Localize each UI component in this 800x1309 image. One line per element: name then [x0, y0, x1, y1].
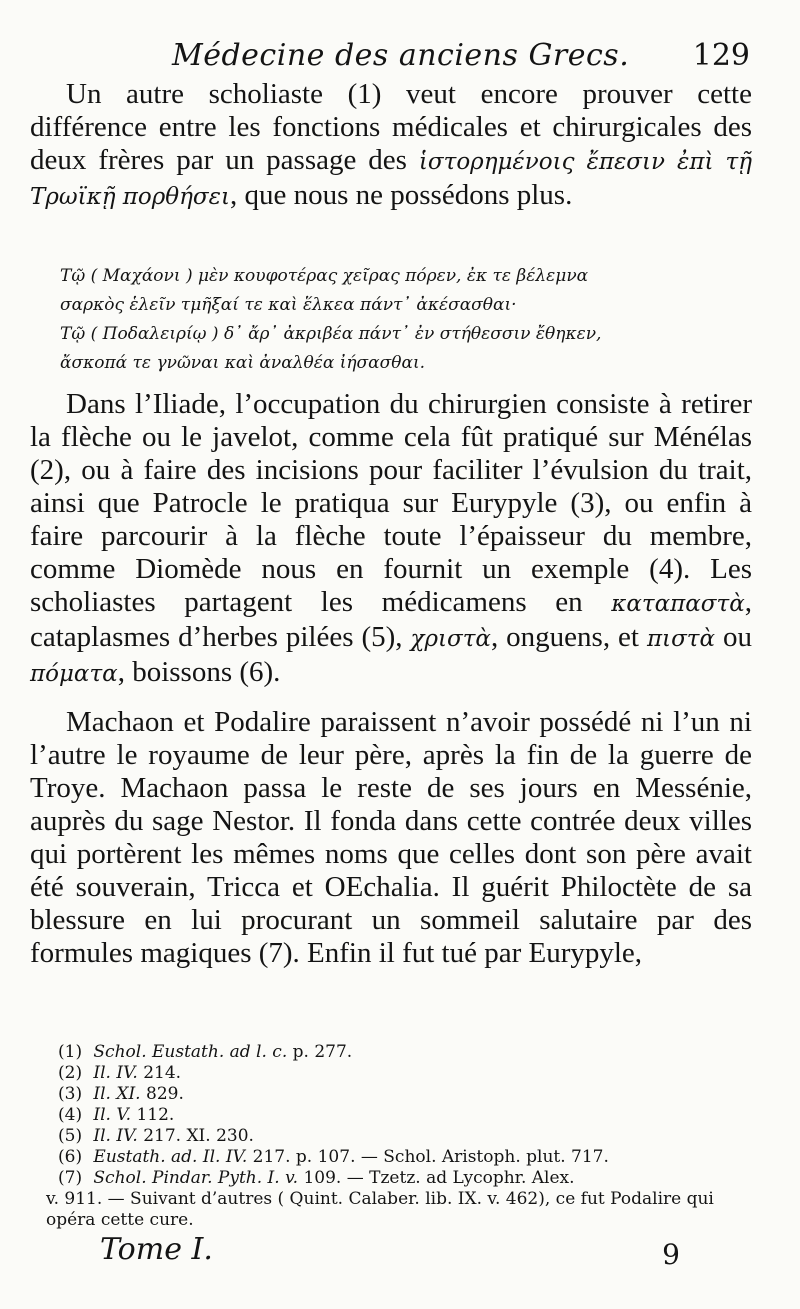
- footnote: [58, 1084, 758, 1105]
- footnote: [58, 1147, 758, 1168]
- paragraph-2-text-d: ou: [715, 621, 752, 653]
- footnote-number: (7): [58, 1168, 83, 1188]
- footnote-reference: 217. p. 107. — Schol. Aristoph. plut. 717.: [252, 1147, 609, 1167]
- footnote-reference: 109. — Tzetz. ad Lycophr. Alex.: [303, 1168, 575, 1188]
- paragraph-2-greek-3: πιστὰ: [646, 626, 716, 652]
- paragraph-2-text-a: Dans l’Iliade, l’occupation du chirurgien consiste à retirer la flèche ou le javelot, comme cela fût pratiqué sur Ménélas (2), ou à faire des incisions pour faciliter l’évulsion du trait, ainsi que Patrocle le pratiqua sur Eurypyle (3), ou enfin à faire parcourir à la flèche toute l’épaisseur du membre, comme Diomède nous en fournit un exemple (4). Les scholiastes partagent les médicamens en: [30, 388, 752, 618]
- volume-label: Tome I.: [100, 1232, 213, 1267]
- footnote-source: Schol. Pindar. Pyth. I. v.: [93, 1168, 299, 1188]
- footnote-continuation: v. 911. — Suivant d’autres ( Quint. Calaber. lib. IX. v. 462), ce fut Podalire qui opéra cette cure.: [46, 1189, 714, 1230]
- footnote-reference: 112.: [136, 1105, 175, 1125]
- greek-quotation: [60, 262, 750, 378]
- paragraph-2-text-c: , onguens, et: [490, 621, 647, 653]
- footnote-source: Schol. Eustath. ad l. c.: [93, 1042, 288, 1062]
- page-header: [0, 38, 760, 78]
- footnote: [58, 1105, 758, 1126]
- paragraph-3: [30, 706, 752, 970]
- running-title: Médecine des anciens Grecs.: [172, 38, 630, 73]
- footnote-source: Il. IV.: [93, 1063, 138, 1083]
- footnote-number: (3): [58, 1084, 83, 1104]
- page-number: 129: [692, 38, 750, 73]
- paragraph-2: [30, 388, 752, 691]
- paragraph-2-greek-1: καταπαστὰ: [611, 591, 745, 617]
- paragraph-1-text-b: , que nous ne possédons plus.: [229, 179, 573, 211]
- paragraph-3-text: Machaon et Podalire paraissent n’avoir possédé ni l’un ni l’autre le royaume de leur père, après la fin de la guerre de Troye. Machaon passa le reste de ses jours en Messénie, auprès du sage Nestor. Il fonda dans cette contrée deux villes qui portèrent les mêmes noms que celles dont son père avait été souverain, Tricca et OEchalia. Il guérit Philoctète de sa blessure en lui procurant un sommeil salutaire par des formules magiques (7). Enfin il fut tué par Eurypyle,: [30, 706, 752, 969]
- footnote: [58, 1126, 758, 1147]
- greek-quote-line-1: Τῷ ( Μαχάονι ) μὲν κουφοτέρας χεῖρας πόρεν, ἐκ τε βέλεμνα: [60, 266, 589, 286]
- footnote: [58, 1063, 758, 1084]
- footnote-source: Il. XI.: [93, 1084, 141, 1104]
- footnote-reference: 214.: [143, 1063, 182, 1083]
- signature-mark: 9: [662, 1238, 680, 1271]
- paragraph-1-greek: ἱστορημένοις ἔπεσιν ἐπὶ τῇ Τρωϊκῇ πορθήσει: [30, 149, 752, 210]
- footnote-number: (4): [58, 1105, 83, 1125]
- paragraph-2-text-b: , cataplasmes d’herbes pilées (5),: [30, 586, 752, 653]
- footnote-reference: 829.: [146, 1084, 184, 1104]
- footnotes: [46, 1042, 758, 1231]
- paragraph-2-greek-2: χριστὰ: [410, 626, 491, 652]
- footnote-number: (5): [58, 1126, 83, 1146]
- footnote: [58, 1168, 758, 1189]
- paragraph-1-text-a: Un autre scholiaste (1) veut encore prouver cette différence entre les fonctions médicales et chirurgicales des deux frères par un passage des: [30, 78, 752, 176]
- footnote-source: Il. V.: [93, 1105, 132, 1125]
- paragraph-2-text-e: , boissons (6).: [117, 656, 281, 688]
- footnote-number: (1): [58, 1042, 83, 1062]
- footnote-reference: 217. XI. 230.: [143, 1126, 254, 1146]
- greek-quote-line-3: Τῷ ( Ποδαλειρίῳ ) δ᾽ ἄρ᾽ ἀκριβέα πάντ᾽ ἐν στήθεσσιν ἔθηκεν,: [60, 324, 602, 344]
- footnote-number: (6): [58, 1147, 83, 1167]
- greek-quote-line-2: σαρκὸς ἑλεῖν τμῆξαί τε καὶ ἕλκεα πάντ᾽ ἀκέσασθαι·: [60, 295, 517, 315]
- greek-quote-line-4: ἄσκοπά τε γνῶναι καὶ ἀναλθέα ἰήσασθαι.: [60, 353, 426, 373]
- page-footer: [100, 1232, 680, 1272]
- footnote-source: Il. IV.: [93, 1126, 138, 1146]
- footnote-source: Eustath. ad. Il. IV.: [93, 1147, 248, 1167]
- paragraph-2-greek-4: πόματα: [30, 661, 118, 687]
- footnote-reference: p. 277.: [292, 1042, 353, 1062]
- paragraph-1: [30, 78, 752, 214]
- footnote: [58, 1042, 758, 1063]
- footnote-number: (2): [58, 1063, 83, 1083]
